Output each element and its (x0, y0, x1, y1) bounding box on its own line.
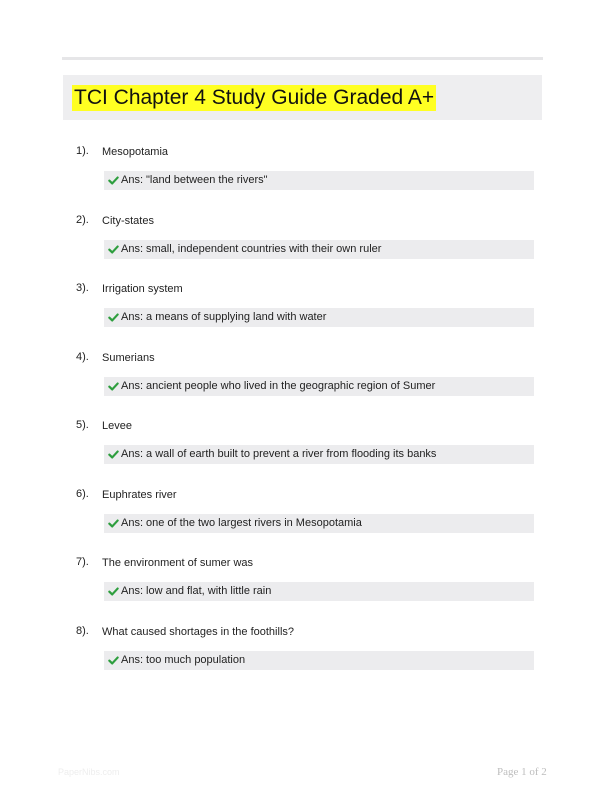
page-title: TCI Chapter 4 Study Guide Graded A+ (74, 86, 435, 109)
answer-text: small, independent countries with their own ruler (146, 242, 382, 255)
answer-text: ancient people who lived in the geographic region of Sumer (146, 379, 436, 392)
answer-prefix: Ans: (121, 242, 144, 255)
answer-line (121, 654, 245, 666)
answer-line (121, 380, 435, 392)
top-divider (62, 57, 543, 60)
qa-item (0, 282, 606, 342)
check-icon (108, 449, 119, 460)
answer-prefix: Ans: (121, 379, 144, 392)
qa-item (0, 214, 606, 274)
answer-text: too much population (146, 653, 246, 666)
answer-prefix: Ans: (121, 516, 144, 529)
question-number: 7). (76, 556, 89, 568)
answer-box (104, 240, 534, 259)
answer-prefix: Ans: (121, 585, 144, 597)
answer-text: one of the two largest rivers in Mesopotamia (146, 516, 362, 529)
answer-line (121, 517, 362, 529)
answer-box (104, 445, 534, 464)
answer-line (121, 448, 436, 460)
check-icon (108, 655, 119, 666)
qa-item (0, 625, 606, 685)
question-text: Levee (102, 420, 132, 432)
answer-text: a wall of earth built to prevent a river from flooding its banks (146, 448, 437, 460)
answer-line (121, 585, 271, 597)
answer-line (121, 174, 268, 186)
answer-text: low and flat, with little rain (146, 585, 272, 597)
answer-line (121, 311, 326, 323)
qa-item (0, 556, 606, 616)
check-icon (108, 586, 119, 597)
check-icon (108, 312, 119, 323)
answer-prefix: Ans: (121, 311, 144, 323)
answer-box (104, 308, 534, 327)
question-text: Irrigation system (102, 283, 183, 295)
answer-prefix: Ans: (121, 174, 144, 186)
question-text: Sumerians (102, 351, 155, 364)
answer-line (121, 243, 381, 255)
question-text: The environment of sumer was (102, 557, 254, 569)
answer-text: a means of supplying land with water (146, 311, 327, 323)
answer-prefix: Ans: (121, 653, 144, 666)
check-icon (108, 244, 119, 255)
answer-text: "land between the rivers" (146, 174, 268, 186)
question-number: 1). (76, 145, 89, 157)
answer-box (104, 514, 534, 533)
answer-box (104, 171, 534, 190)
answer-box (104, 582, 534, 601)
qa-item (0, 145, 606, 205)
page-number: Page 1 of 2 (497, 766, 547, 778)
question-number: 4). (76, 350, 89, 363)
question-number: 5). (76, 419, 89, 431)
question-number: 6). (76, 487, 89, 500)
answer-prefix: Ans: (121, 448, 144, 460)
answer-box (104, 651, 534, 670)
check-icon (108, 518, 119, 529)
question-number: 2). (76, 213, 89, 226)
question-number: 8). (76, 624, 89, 637)
qa-item (0, 351, 606, 411)
question-text: Mesopotamia (102, 146, 169, 158)
qa-item (0, 419, 606, 479)
check-icon (108, 381, 119, 392)
footer-watermark: PaperNibs.com (58, 767, 120, 777)
question-text: City-states (102, 214, 154, 227)
qa-item (0, 488, 606, 548)
check-icon (108, 175, 119, 186)
question-text: What caused shortages in the foothills? (102, 625, 295, 638)
title-band (63, 75, 542, 120)
question-number: 3). (76, 282, 89, 294)
question-text: Euphrates river (102, 488, 177, 501)
answer-box (104, 377, 534, 396)
